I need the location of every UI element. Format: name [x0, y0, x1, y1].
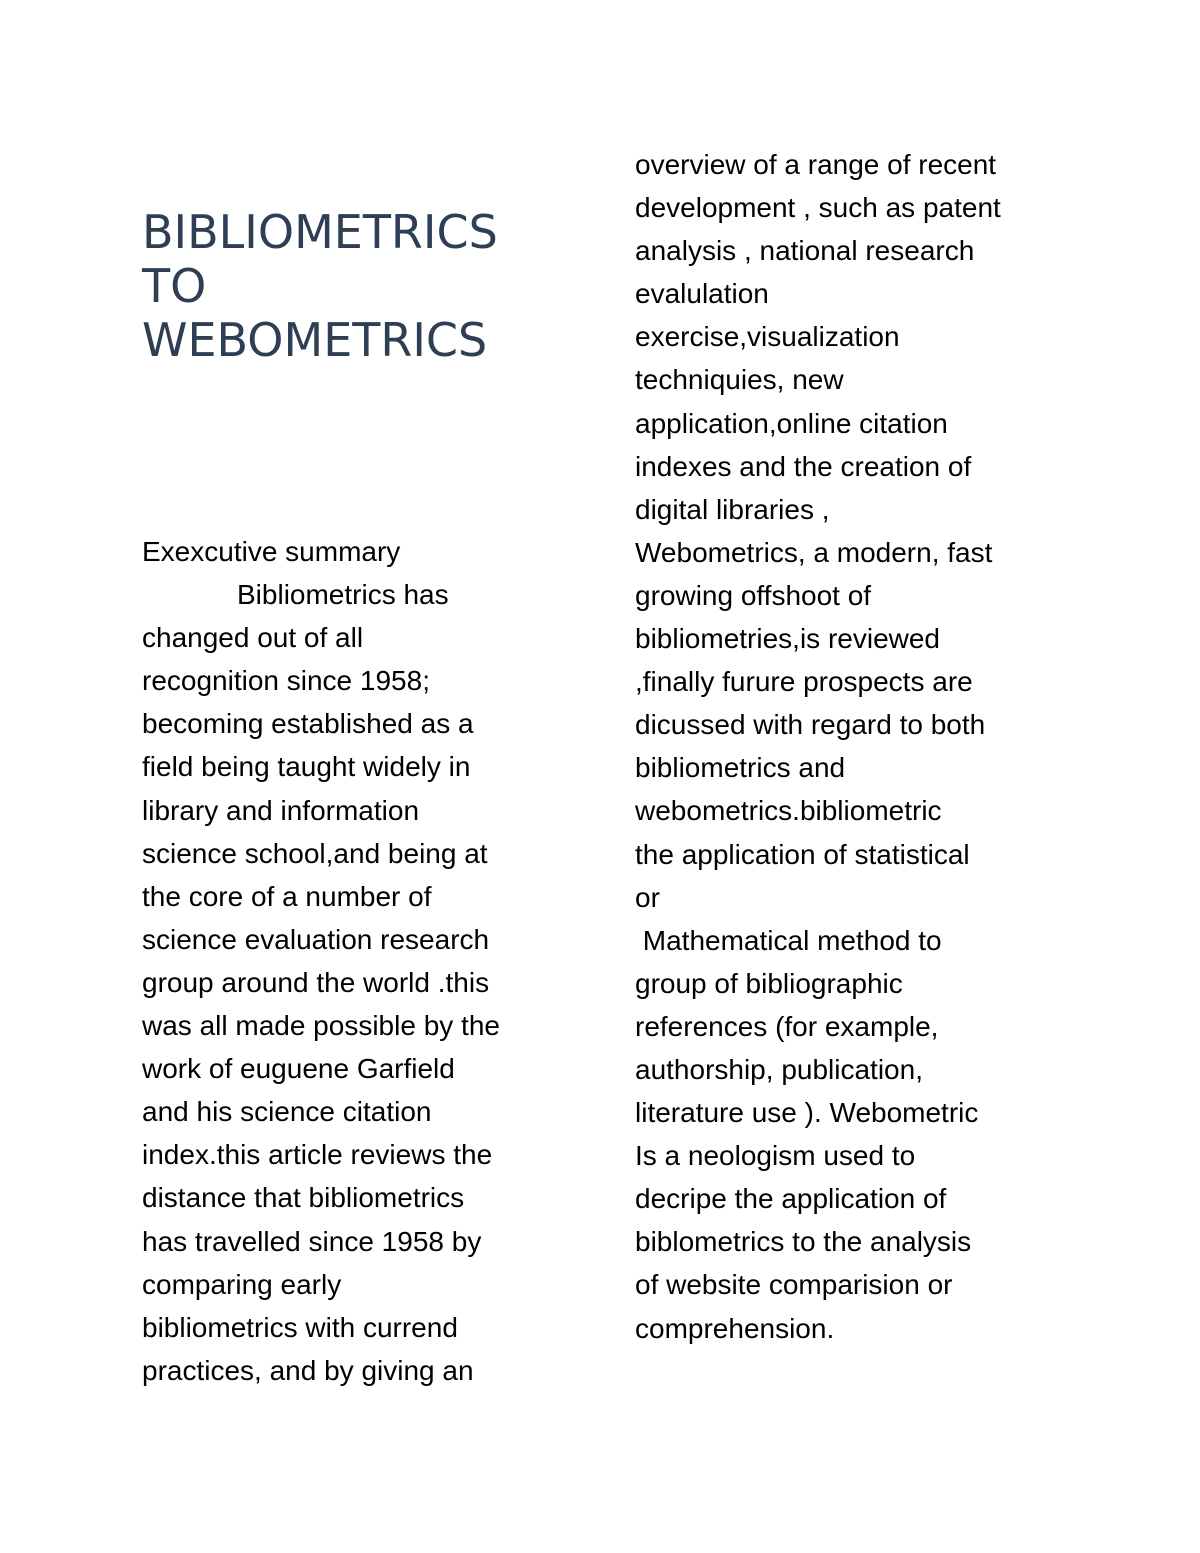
section-heading: Exexcutive summary — [142, 536, 401, 567]
text-line: Bibliometrics has — [237, 579, 449, 611]
text-line: evalulation — [635, 278, 769, 310]
text-line: the core of a number of — [142, 880, 432, 912]
text-line: overview of a range of recent — [635, 149, 997, 180]
text-line: the application of statistical — [635, 838, 970, 870]
text-line: has travelled since 1958 by — [142, 1225, 482, 1257]
text-line: analysis , national research — [635, 235, 975, 267]
text-line: changed out of all — [142, 622, 364, 654]
text-line: decripe the application of — [635, 1183, 947, 1215]
text-line: was all made possible by the — [142, 1010, 500, 1042]
text-line: practices, and by giving an — [142, 1354, 474, 1386]
text-line: bibliometries,is reviewed — [635, 623, 941, 655]
text-line: field being taught widely in — [142, 751, 471, 783]
text-line: application,online citation — [635, 407, 948, 439]
text-line: index.this article reviews the — [142, 1139, 493, 1171]
text-line: indexes and the creation of — [635, 450, 972, 482]
text-line: Mathematical method to — [635, 924, 942, 956]
text-line: distance that bibliometrics — [142, 1182, 465, 1214]
left-column-text — [142, 530, 582, 1392]
text-line: science school,and being at — [142, 837, 488, 869]
text-line: group of bibliographic — [635, 967, 903, 999]
text-line: digital libraries , — [635, 493, 830, 525]
text-line: literature use ). Webometric — [635, 1097, 979, 1129]
title-line: BIBLIOMETRICS — [142, 205, 498, 259]
text-line: comprehension. — [635, 1312, 835, 1344]
text-line: bibliometrics with currend — [142, 1311, 458, 1343]
text-line: becoming established as a — [142, 708, 474, 740]
text-line: recognition since 1958; — [142, 665, 430, 697]
text-line: science evaluation research — [142, 923, 490, 955]
text-line: Webometrics, a modern, fast — [635, 536, 993, 568]
text-line: and his science citation — [142, 1096, 432, 1128]
text-line: library and information — [142, 794, 420, 826]
text-line: group around the world .this — [142, 966, 490, 998]
text-line: dicussed with regard to both — [635, 709, 986, 741]
text-line: comparing early — [142, 1268, 342, 1300]
right-column-text — [635, 143, 1075, 1350]
document-title — [142, 205, 582, 367]
text-line: growing offshoot of — [635, 579, 872, 611]
text-line: ,finally furure prospects are — [635, 666, 973, 698]
title-line: TO — [142, 259, 207, 313]
text-line: of website comparision or — [635, 1269, 953, 1301]
title-line: WEBOMETRICS — [142, 313, 488, 367]
text-line: webometrics.bibliometric — [635, 795, 942, 827]
text-line: bibliometrics and — [635, 752, 846, 784]
text-line: authorship, publication, — [635, 1053, 923, 1085]
text-line: Is a neologism used to — [635, 1140, 916, 1172]
text-line: references (for example, — [635, 1010, 939, 1042]
text-line: or — [635, 881, 660, 913]
text-line: exercise,visualization — [635, 321, 900, 353]
text-line: work of euguene Garfield — [142, 1053, 455, 1085]
text-line: development , such as patent — [635, 192, 1001, 224]
text-line: techniquies, new — [635, 364, 844, 396]
text-line: biblometrics to the analysis — [635, 1226, 972, 1258]
